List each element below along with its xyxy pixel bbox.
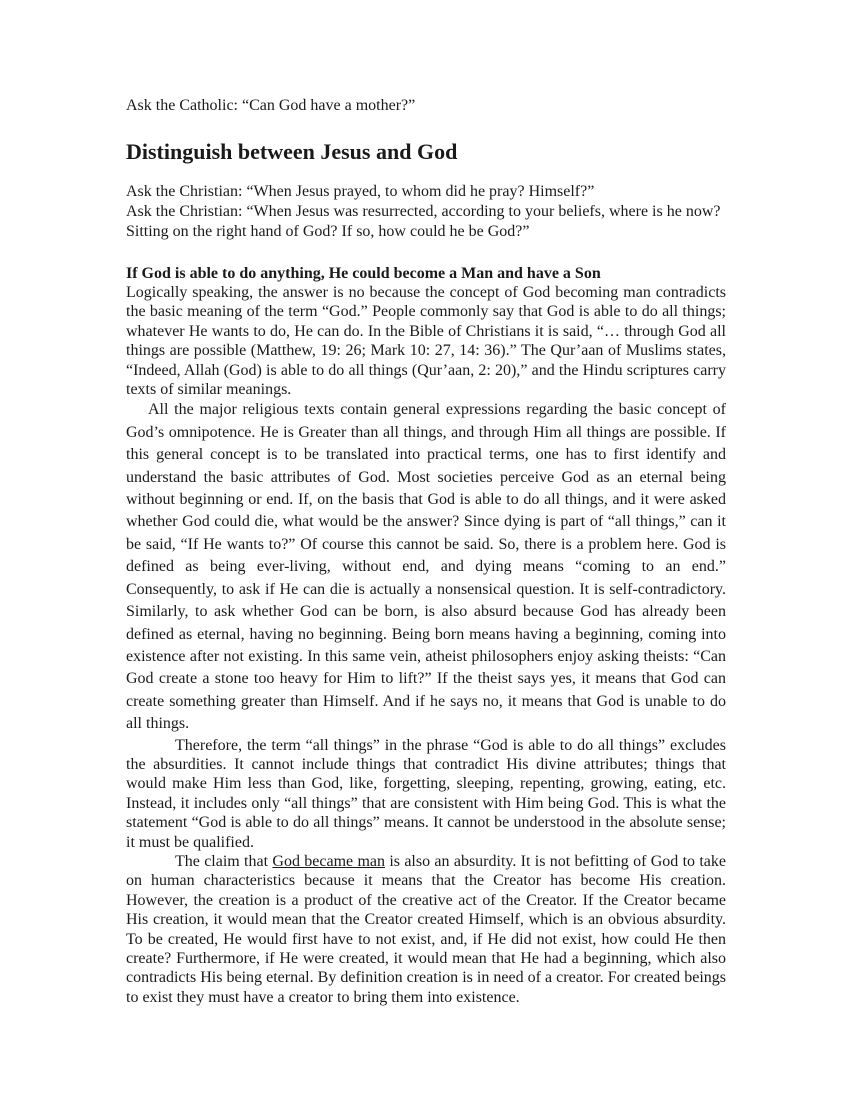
paragraph-4 [126,852,726,1007]
paragraph-3: Therefore, the term “all things” in the phrase “God is able to do all things” excludes the absurdities. It cannot include things that contradict His divine attributes; things that would make Him less than God, like, forgetting, sleeping, repenting, growing, eating, etc. Instead, it includes only “all things” that are consistent with Him being God. This is what the statement “God is able to do all things” means. It cannot be understood in the absolute sense; it must be qualified. [126,736,726,851]
underlined-phrase: God became man [272,852,385,870]
paragraph-4-start: The claim that [175,852,273,870]
intro-line: Ask the Catholic: “Can God have a mother?” [126,97,416,114]
paragraph-1: Logically speaking, the answer is no because the concept of God becoming man contradicts the basic meaning of the term “God.” People commonly say that God is able to do all things; whatever He wants to do, He can do. In the Bible of Christians it is said, “… through God all things are possible (Matthew, 19: 26; Mark 10: 27, 14: 36).” The Qur’aan of Muslims states, “Indeed, Allah (God) is able to do all things (Qur’aan, 2: 20),” and the Hindu scriptures carry texts of similar meanings. [126,284,726,399]
paragraph-2: All the major religious texts contain general expressions regarding the basic concept of God’s omnipotence. He is Greater than all things, and through Him all things are possible. If this general concept is to be translated into practical terms, one has to first identify and understand the basic attributes of God. Most societies perceive God as an eternal being without beginning or end. If, on the basis that God is able to do all things, and it were asked whether God could die, what would be the answer? Since dying is part of “all things,” can it be said, “If He wants to?” Of course this cannot be said. So, there is a problem here. God is defined as being ever-living, without end, and dying means “coming to an end.” Consequently, to ask if He can die is actually a nonsensical question. It is self-contradictory. Similarly, to ask whether God can be born, is also absurd because God has already been defined as eternal, having no beginning. Being born means having a beginning, coming into existence after not existing. In this same vein, atheist philosophers enjoy asking theists: “Can God create a stone too heavy for Him to lift?” If the theist says yes, it means that God can create something greater than Himself. And if he says no, it means that God is unable to do all things. [126,401,726,733]
document-page [126,96,726,1007]
question-line: Ask the Christian: “When Jesus prayed, to whom did he pray? Himself?” [126,183,595,200]
paragraph-4-rest: is also an absurdity. It is not befitting of God to take on human characteristics because it means that the Creator has become His creation. However, the creation is a product of the creative act of the Creator. If the Creator became His creation, it would mean that the Creator created Himself, which is an obvious absurdity. To be created, He would first have to not exist, and, if He did not exist, how could He then create? Furthermore, if He were created, it would mean that He had a beginning, which also contradicts His being eternal. By definition creation is in need of a creator. For created beings to exist they must have a creator to bring them into existence. [126,852,727,1006]
question-line: Ask the Christian: “When Jesus was resurrected, according to your beliefs, where is he now? Sitting on the right hand of God? If so, how could he be God?” [126,203,721,240]
section-heading: Distinguish between Jesus and God [126,139,458,164]
question-block [126,182,726,242]
subsection-heading: If God is able to do anything, He could become a Man and have a Son [126,265,601,282]
